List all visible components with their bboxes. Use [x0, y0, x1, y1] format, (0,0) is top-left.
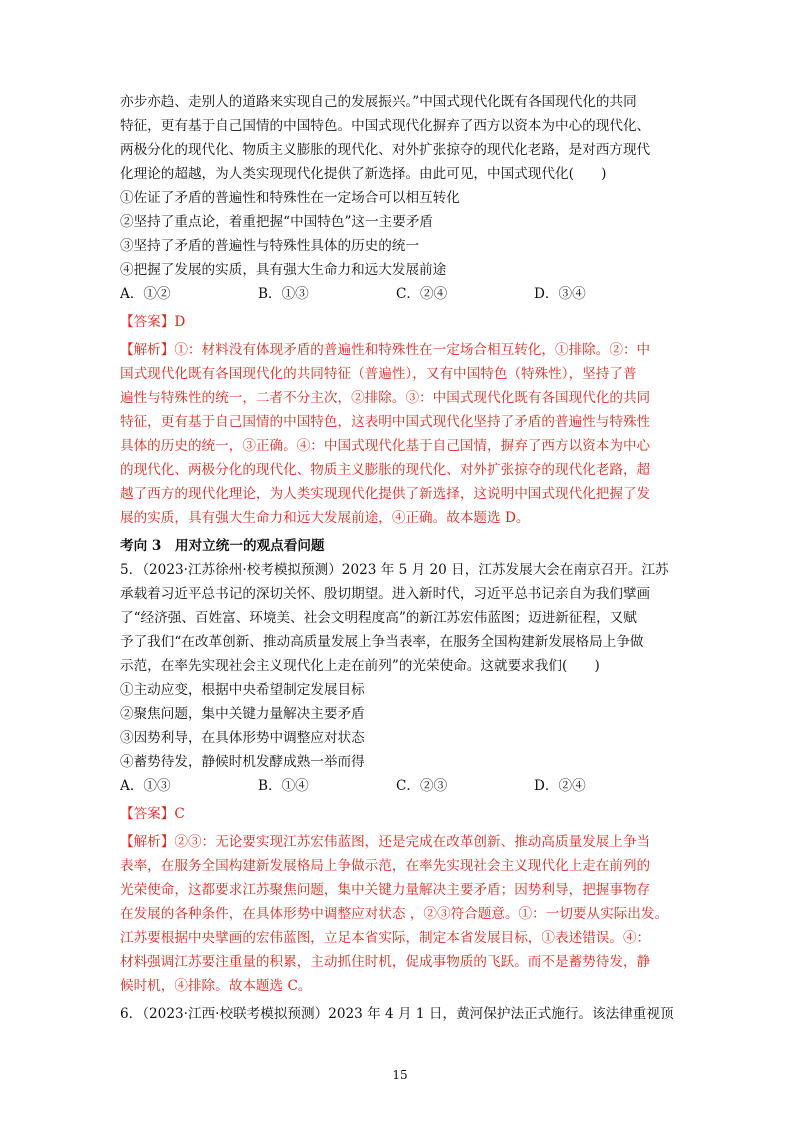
option-4: ④蓄势待发，静候时机发酵成熟一举而得: [120, 754, 365, 770]
question-5-analysis: [120, 830, 690, 998]
stem-line: 了“经济强、百姓富、环境美、社会文明程度高”的新江苏宏伟蓝图；迈进新征程，又赋: [120, 610, 637, 626]
stem-line: 特征，更有基于自己国情的中国特色。中国式现代化摒弃了西方以资本为中心的现代化、: [120, 118, 651, 134]
analysis-line: 遍性与特殊性的统一，二者不分主次，②排除。③：中国式现代化既有各国现代化的共同: [120, 390, 651, 406]
question-4-answer: 【答案】D: [120, 314, 186, 330]
analysis-line: 具体的历史的统一，③正确。④：中国式现代化基于自己国情，摒弃了西方以资本为中心: [120, 438, 651, 454]
stem-line: 示范，在率先实现社会主义现代化上走在前列”的光荣使命。这就要求我们( ): [120, 658, 600, 674]
option-2: ②坚持了重点论，着重把握“中国特色”这一主要矛盾: [120, 214, 433, 230]
choice-a: A．①③: [120, 778, 171, 794]
stem-line: 6．（2023·江西·校联考模拟预测）2023 年 4 月 1 日，黄河保护法正式施行。该法律重视顶: [120, 1006, 674, 1022]
analysis-line: 的现代化、两极分化的现代化、物质主义膨胀的现代化、对外扩张掠夺的现代化老路，超: [120, 462, 651, 478]
option-1: ①主动应变，根据中央希望制定发展目标: [120, 682, 365, 698]
stem-line: 5．（2023·江苏徐州·校考模拟预测）2023 年 5 月 20 日，江苏发展大会在南京召开。江苏: [120, 562, 669, 578]
section-heading: 考向 3 用对立统一的观点看问题: [120, 538, 325, 554]
analysis-line: 【解析】②③：无论要实现江苏宏伟蓝图，还是完成在改革创新、推动高质量发展上争当: [120, 834, 651, 850]
option-2: ②聚焦问题，集中关键力量解决主要矛盾: [120, 706, 365, 722]
analysis-line: 在发展的各种条件，在具体形势中调整应对状态 ，②③符合题意。①：一切要从实际出发。: [120, 906, 669, 922]
page-number: 15: [392, 1068, 408, 1082]
question-6: [120, 1002, 690, 1026]
analysis-line: 越了西方的现代化理论，为人类实现现代化提供了新选择，这说明中国式现代化把握了发: [120, 486, 651, 502]
choice-b: B．①④: [258, 778, 309, 794]
analysis-line: 国式现代化既有各国现代化的共同特征（普遍性），又有中国特色（特殊性），坚持了普: [120, 366, 637, 382]
question-4-options: [120, 186, 690, 282]
option-3: ③因势利导，在具体形势中调整应对状态: [120, 730, 365, 746]
question-4: [120, 90, 690, 530]
analysis-line: 材料强调江苏要注重量的积累，主动抓住时机，促成事物质的飞跃。而不是蓄势待发，静: [120, 954, 651, 970]
analysis-line: 【解析】①：材料没有体现矛盾的普遍性和特殊性在一定场合相互转化，①排除。②：中: [120, 342, 651, 358]
analysis-line: 特征，更有基于自己国情的中国特色，这表明中国式现代化坚持了矛盾的普遍性与特殊性: [120, 414, 651, 430]
stem-line: 化理论的超越，为人类实现现代化提供了新选择。由此可见，中国式现代化( ): [120, 166, 607, 182]
stem-line: 两极分化的现代化、物质主义膨胀的现代化、对外扩张掠夺的现代化老路，是对西方现代: [120, 142, 651, 158]
option-4: ④把握了发展的实质，具有强大生命力和远大发展前途: [120, 262, 447, 278]
analysis-line: 表率，在服务全国构建新发展格局上争做示范，在率先实现社会主义现代化上走在前列的: [120, 858, 651, 874]
choice-c: C．②③: [396, 778, 448, 794]
choice-b: B．①③: [258, 286, 309, 302]
question-5-choices: [120, 774, 690, 798]
question-4-choices: [120, 282, 690, 306]
question-5-options: [120, 678, 690, 774]
stem-line: 予了我们“在改革创新、推动高质量发展上争当表率，在服务全国构建新发展格局上争做: [120, 634, 644, 650]
choice-c: C．②④: [396, 286, 448, 302]
option-1: ①佐证了矛盾的普遍性和特殊性在一定场合可以相互转化: [120, 190, 460, 206]
question-5: [120, 558, 690, 998]
question-5-stem: [120, 558, 690, 678]
question-4-stem: [120, 90, 690, 186]
question-4-analysis: [120, 338, 690, 530]
analysis-line: 光荣使命，这都要求江苏聚焦问题，集中关键力量解决主要矛盾；因势利导，把握事物存: [120, 882, 651, 898]
analysis-line: 江苏要根据中央擘画的宏伟蓝图，立足本省实际，制定本省发展目标，①表述错误。④：: [120, 930, 651, 946]
option-3: ③坚持了矛盾的普遍性与特殊性具体的历史的统一: [120, 238, 420, 254]
choice-a: A．①②: [120, 286, 171, 302]
choice-d: D．②④: [534, 778, 586, 794]
analysis-line: 候时机，④排除。故本题选 C。: [120, 978, 312, 994]
stem-line: 承载着习近平总书记的深切关怀、殷切期望。进入新时代，习近平总书记亲自为我们擘画: [120, 586, 651, 602]
question-5-answer: 【答案】C: [120, 806, 185, 822]
page-content: [120, 90, 690, 1026]
analysis-line: 展的实质，具有强大生命力和远大发展前途，④正确。故本题选 D。: [120, 510, 530, 526]
choice-d: D．③④: [534, 286, 586, 302]
stem-line: 亦步亦趋、走别人的道路来实现自己的发展振兴。”中国式现代化既有各国现代化的共同: [120, 94, 637, 110]
